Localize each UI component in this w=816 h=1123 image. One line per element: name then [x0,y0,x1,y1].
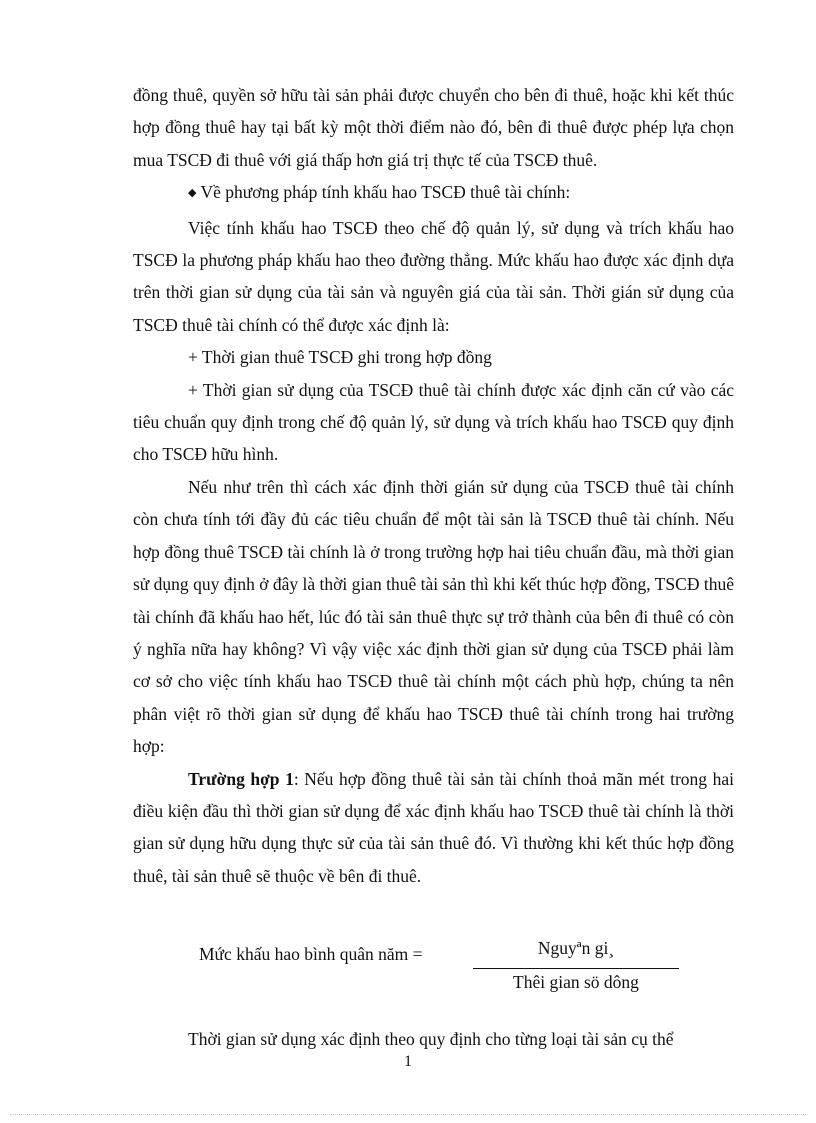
paragraph-after-formula: Thời gian sử dụng xác định theo quy định cho từng loại tài sản cụ thể [188,1028,674,1049]
depreciation-formula [133,938,734,998]
diamond-bullet-icon: ◆ [188,187,197,200]
fraction-line [473,968,679,969]
case-label: Trường hợp 1 [188,768,294,789]
page-bottom-divider [10,1114,806,1115]
paragraph-lease-ownership: đồng thuê, quyền sở hữu tài sản phải được chuyển cho bên đi thuê, hoặc khi kết thúc hợp đồng thuê hay tại bất kỳ một thời điểm nào đó, bên đi thuê được phép lựa chọn mua TSCĐ đi thuê với giá thấp hơn giá trị thực tế của TSCĐ thuê. [133,85,734,170]
body-text [133,79,734,892]
section-heading-text: Về phương pháp tính khấu hao TSCĐ thuê tài chính: [200,182,571,203]
formula-label: Mức khấu hao bình quân năm = [199,944,423,964]
case-text: Nếu hợp đồng thuê tài sản tài chính thoả mãn mét trong hai điều kiện đầu thì thời gian sử dụng để xác định khấu hao TSCĐ thuê tài chính là thời gian sử dụng hữu dụng thực sử của tài sản thuê đó. Vì thường khi kết thúc hợp đồng thuê, tài sản thuê sẽ thuộc về bên đi thuê. [133,768,734,886]
paragraph-analysis: Nếu như trên thì cách xác định thời gián sử dụng của TSCĐ thuê tài chính còn chưa tính tới đầy đủ các tiêu chuẩn để một tài sản là TSCĐ thuê tài chính. Nếu hợp đồng thuê TSCĐ tài chính là ở trong trường hợp hai tiêu chuẩn đầu, mà thời gian sử dụng quy định ở đây là thời gian thuê tài sản thì khi kết thúc hợp đồng, TSCĐ thuê tài chính đã khấu hao hết, lúc đó tài sản thuê thực sự trở thành của bên đi thuê có còn ý nghĩa nữa hay không? Vì vậy việc xác định thời gian sử dụng của TSCĐ phải làm cơ sở cho việc tính khấu hao TSCĐ thuê tài chính một cách phù hợp, chúng ta nên phân việt rõ thời gian sử dụng để khấu hao TSCĐ thuê tài chính trong hai trường hợp: [133,476,734,757]
page-number: 1 [404,1053,412,1070]
formula-denominator: Thêi gian sö dông [513,972,639,992]
case-separator: : [293,768,299,789]
formula-numerator: Nguyªn gi¸ [537,938,615,958]
section-heading [133,176,734,211]
paragraph-case-1 [133,763,734,893]
list-item-lease-term: + Thời gian thuê TSCĐ ghi trong hợp đồng [188,347,492,368]
paragraph-depreciation-method: Việc tính khấu hao TSCĐ theo chế độ quản lý, sử dụng và trích khấu hao TSCĐ la phương pháp khấu hao theo đường thẳng. Mức khấu hao được xác định dựa trên thời gian sử dụng của tài sản và nguyên giá của tài sản. Thời gián sử dụng của TSCĐ thuê tài chính có thể được xác định là: [133,217,734,335]
list-item-useful-life: + Thời gian sử dụng của TSCĐ thuê tài chính được xác định căn cứ vào các tiêu chuẩn quy định trong chế độ quản lý, sử dụng và trích khấu hao TSCĐ quy định cho TSCĐ hữu hình. [133,379,734,465]
